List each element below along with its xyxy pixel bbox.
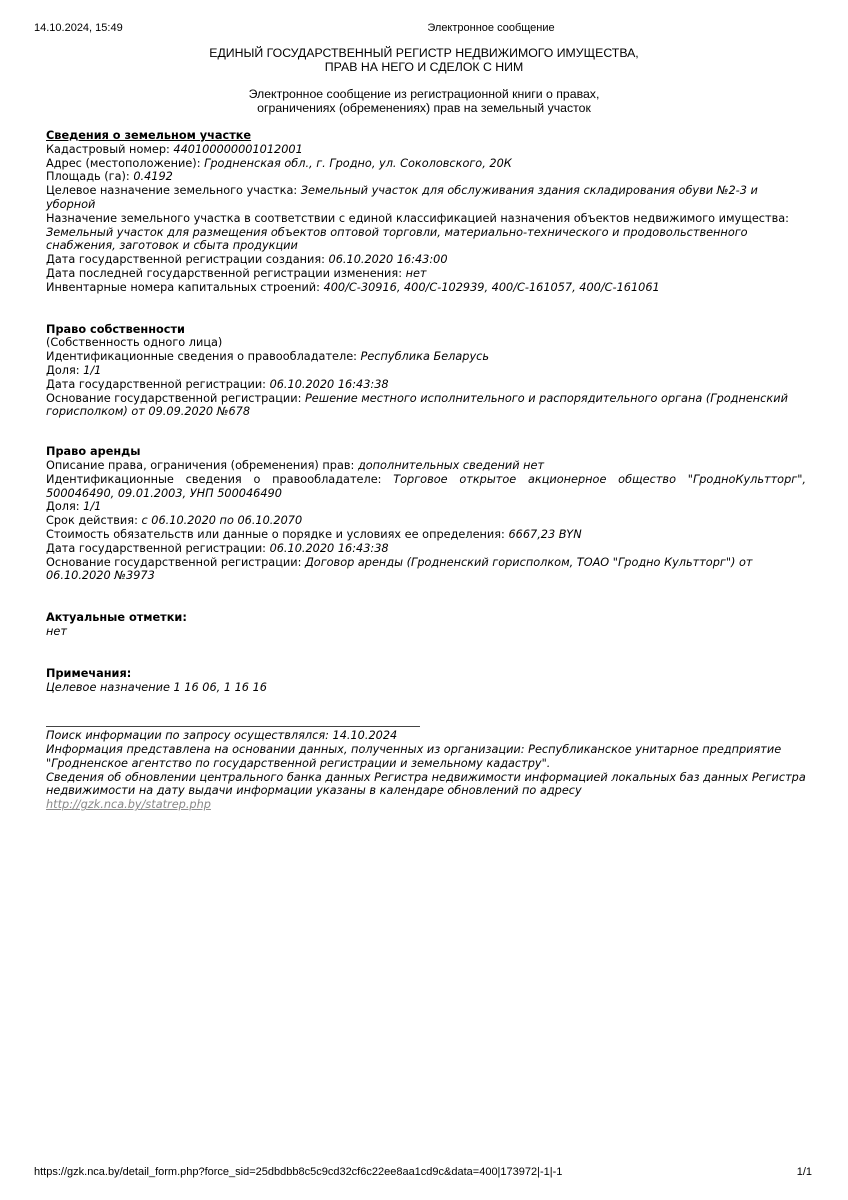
field-label: Инвентарные номера капитальных строений:	[46, 280, 324, 294]
field-obligation-cost	[46, 528, 806, 542]
field-value: Гродненская обл., г. Гродно, ул. Соколовского, 20К	[204, 156, 512, 170]
print-header	[0, 20, 848, 36]
field-value: Торговое открытое акционерное общество "ГродноКультторг", 500046490, 09.01.2003, УНП 500046490	[46, 472, 806, 500]
registry-title	[44, 46, 804, 74]
field-label: Адрес (местоположение):	[46, 156, 205, 170]
notes-section	[46, 667, 806, 695]
field-label: Целевое назначение земельного участка:	[46, 184, 301, 198]
field-label: Дата государственной регистрации создания:	[46, 253, 329, 267]
field-inventory-numbers	[46, 281, 806, 295]
field-value: Решение местного исполнительного и распорядительного органа (Гродненский горисполком) от 09.09.2020 №678	[46, 391, 788, 419]
field-value: Республика Беларусь	[360, 350, 490, 364]
field-rightholder	[46, 473, 806, 501]
message-title-line1: Электронное сообщение из регистрационной книги о правах,	[248, 87, 600, 101]
statrep-link[interactable]: http://gzk.nca.by/statrep.php	[46, 798, 211, 812]
field-label: Площадь (га):	[46, 170, 134, 184]
field-label: Срок действия:	[46, 514, 142, 528]
field-label: Идентификационные сведения о правообладателе:	[46, 472, 394, 486]
field-label: Назначение земельного участка в соответствии с единой классификацией назначения объектов недвижимого имущества:	[46, 211, 789, 225]
field-label: Стоимость обязательств или данные о порядке и условиях ее определения:	[46, 527, 509, 541]
notes-value: Целевое назначение 1 16 06, 1 16 16	[46, 680, 267, 694]
field-value: Земельный участок для обслуживания здания складирования обуви №2-3 и уборной	[46, 184, 758, 211]
print-datetime: 14.10.2024, 15:49	[34, 22, 123, 34]
footer-notes	[46, 726, 806, 812]
registry-title-line2: ПРАВ НА НЕГО И СДЕЛОК С НИМ	[324, 60, 524, 74]
field-label: Доля:	[46, 363, 84, 377]
field-right-description	[46, 459, 806, 473]
current-marks-heading: Актуальные отметки:	[46, 611, 187, 625]
field-rightholder	[46, 350, 806, 364]
field-value: 06.10.2020 16:43:38	[269, 541, 389, 555]
land-plot-section	[46, 129, 806, 295]
field-value: 1/1	[83, 363, 102, 377]
field-creation-date	[46, 253, 806, 267]
field-label: Дата государственной регистрации:	[46, 541, 270, 555]
search-date-note: Поиск информации по запросу осуществлялся: 14.10.2024	[46, 729, 398, 743]
current-marks-section	[46, 611, 806, 639]
document-body	[46, 44, 806, 812]
land-plot-heading: Сведения о земельном участке	[46, 129, 252, 142]
field-label: Основание государственной регистрации:	[46, 391, 305, 405]
field-value: дополнительных сведений нет	[357, 458, 545, 472]
notes-heading: Примечания:	[46, 666, 132, 680]
field-registration-date	[46, 378, 806, 392]
field-registration-basis	[46, 392, 806, 420]
field-value: 440100000001012001	[173, 142, 303, 156]
footer-divider	[46, 726, 420, 727]
field-area	[46, 170, 806, 184]
message-title	[44, 87, 804, 115]
registry-title-line1: ЕДИНЫЙ ГОСУДАРСТВЕННЫЙ РЕГИСТР НЕДВИЖИМОГО ИМУЩЕСТВА,	[209, 46, 639, 60]
field-last-change-date	[46, 267, 806, 281]
field-label: Идентификационные сведения о правообладателе:	[46, 350, 361, 364]
field-value: 400/С-30916, 400/С-102939, 400/С-161057, 400/С-161061	[323, 280, 660, 294]
ownership-heading: Право собственности	[46, 322, 185, 336]
current-marks-value: нет	[46, 624, 67, 638]
field-value: 06.10.2020 16:43:00	[328, 253, 448, 267]
ownership-section	[46, 323, 806, 420]
print-footer-url: https://gzk.nca.by/detail_form.php?force_sid=25dbdbb8c5c9cd32cf6c22ee8aa1cd9c&data=400|173972|-1|-1	[34, 1166, 563, 1178]
page-number: 1/1	[796, 1166, 812, 1178]
field-cadastral-number	[46, 143, 806, 157]
field-label: Кадастровый номер:	[46, 142, 174, 156]
field-label: Доля:	[46, 500, 84, 514]
message-title-line2: ограничениях (обременениях) прав на земельный участок	[257, 101, 591, 115]
field-classification	[46, 212, 806, 253]
print-title: Электронное сообщение	[427, 22, 555, 34]
field-share	[46, 500, 806, 514]
field-validity-period	[46, 514, 806, 528]
field-purpose	[46, 184, 806, 212]
field-value: Земельный участок для размещения объектов оптовой торговли, материально-технического и продовольственного снабжения, заготовок и сбыта продукции	[46, 225, 748, 253]
update-info-note: Сведения об обновлении центрального банка данных Регистра недвижимости информацией локальных баз данных Регистра недвижимости на дату выдачи информации указаны в календаре обновлений по адресу	[46, 770, 806, 798]
field-value: 6667,23 BYN	[508, 527, 582, 541]
ownership-subtitle: (Собственность одного лица)	[46, 336, 223, 350]
field-label: Дата государственной регистрации:	[46, 377, 270, 391]
field-value: нет	[405, 266, 427, 280]
field-value: 1/1	[83, 500, 102, 514]
field-value: 0.4192	[133, 170, 173, 184]
field-registration-basis	[46, 556, 806, 584]
field-label: Описание права, ограничения (обременения) прав:	[46, 458, 358, 472]
field-value: Договор аренды (Гродненский горисполком, ТОАО "Гродно Культторг") от 06.10.2020 №3973	[46, 555, 753, 583]
source-info-note: Информация представлена на основании данных, полученных из организации: Республиканское унитарное предприятие "Гродненское агентство по государственной регистрации и земельному кадастру".	[46, 743, 782, 770]
field-label: Основание государственной регистрации:	[46, 555, 305, 569]
field-value: с 06.10.2020 по 06.10.2070	[141, 514, 303, 528]
field-value: 06.10.2020 16:43:38	[269, 377, 389, 391]
field-registration-date	[46, 542, 806, 556]
field-share	[46, 364, 806, 378]
field-label: Дата последней государственной регистрации изменения:	[46, 266, 406, 280]
lease-heading: Право аренды	[46, 445, 141, 459]
lease-section	[46, 445, 806, 583]
field-address	[46, 157, 806, 171]
